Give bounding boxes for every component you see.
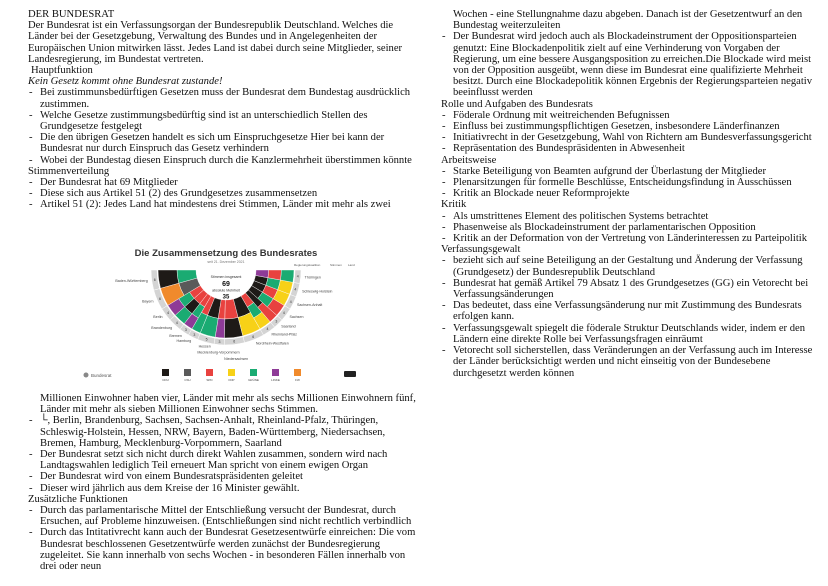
legend-label: FW (295, 378, 300, 382)
total-label: Stimmen insgesamt (210, 275, 242, 279)
left-column-bottom (28, 393, 418, 572)
state-votes: 3 (193, 332, 196, 337)
state-votes: 4 (175, 320, 178, 325)
state-votes: 6 (252, 334, 255, 339)
list-item: - Föderale Ordnung mit weitreichenden Befugnissen (441, 110, 826, 121)
list-item: - Welche Gesetze zustimmungsbedürftig sind ist an unterschiedlich Stellen des Grundgesetze festgelegt (28, 110, 418, 132)
legend-swatch (272, 369, 279, 376)
legend-swatch (184, 369, 191, 376)
state-votes: 4 (282, 311, 285, 316)
state-votes: 6 (158, 296, 161, 301)
state-votes: 4 (167, 311, 170, 316)
state-label: Hamburg (176, 339, 192, 344)
state-label: Saarland (281, 324, 296, 329)
list-item: - Dieser wird jährlich aus dem Kreise der 16 Minister gewählt. (28, 483, 418, 494)
chart-title: Die Zusammensetzung des Bundesrates (134, 248, 318, 259)
document-title: DER BUNDESRAT (28, 9, 115, 20)
list-item: - Der Bundesrat setzt sich nicht durch direkt Wahlen zusammen, sondern wird nach Landtagswahlen lediglich Teil erneuert Man spricht von einem ewigen Organ (28, 449, 418, 471)
legend-swatch (228, 369, 235, 376)
state-label: Bayern (142, 299, 154, 304)
left-column-top (28, 9, 418, 211)
chart-svg (76, 246, 376, 388)
majority-label: absolute Mehrheit (212, 288, 240, 293)
state-votes: 4 (289, 299, 292, 304)
list-item: - Kritik an der Deformation von der Vertretung von Länderinteressen zu Parteipolitik (441, 233, 826, 244)
state-votes: 6 (153, 278, 156, 283)
list-item: - Verfassungsgewalt spiegelt die föderale Struktur Deutschlands wider, indem er den Ländern eine direkte Rolle bei Verfassungsfragen einräumt (441, 323, 826, 345)
source-label: Bundesrat (91, 373, 112, 378)
list-item: - Artikel 51 (2): Jedes Land hat mindestens drei Stimmen, Länder mit mehr als zwei (28, 199, 418, 210)
continuation-text: Millionen Einwohner haben vier, Länder mit mehr als sechs Millionen Einwohnern fünf, Länder mit mehr als sieben Millionen Einwohner sechs Stimmen. (40, 393, 416, 416)
list-item: - Repräsentation des Bundespräsidenten in Abwesenheit (441, 143, 826, 154)
list-item: - Der Bundesrat wird jedoch auch als Blockadeinstrument der Oppositionsparteien genutzt: Eine Blockadenpolitik zielt auf eine Verhinderung von Vorgaben der Regierung, um eine bessere Ausgangsposition zu erreichen.Die Blockade wird meist von der Opposition ausgeübt, wenn diese im Bundesrat eine qualifizierte Mehrheit besitzt. Durch eine Blockadepolitik können Ergebnis der Regierungsparteien negativ beeinflusst werden (441, 31, 826, 98)
legend-label: CSU (184, 378, 191, 382)
state-label: Sachsen (289, 315, 304, 320)
list-item: - Der Bundesrat hat 69 Mitglieder (28, 177, 418, 188)
list-item: - Die den übrigen Gesetzen handelt es sich um Einspruchgesetze Hier bei kann der Bundesrat nur durch Einspruch das Gesetz verhindern (28, 132, 418, 154)
list-item: - Bei zustimmunsbedürftigen Gesetzen muss der Bundesrat dem Bundestag ausdrücklich zustimmen. (28, 87, 418, 109)
bundesrat-logo-icon (84, 373, 89, 378)
heading-stimmenverteilung: Stimmenverteilung (28, 165, 110, 177)
state-votes: 6 (233, 339, 236, 344)
header-coalition: Regierungskoalition (294, 263, 321, 267)
state-label: Baden-Württemberg (115, 278, 148, 283)
list-item: - Wobei der Bundestag diesen Einspruch durch die Kanzlermehrheit überstimmen könnte (28, 155, 418, 166)
state-votes: 4 (266, 327, 269, 332)
list-item: - bezieht sich auf seine Beteiligung an der Gestaltung und Änderung der Verfassung (Grundgesetz) der Bundesrepublik Deutschland (441, 255, 826, 277)
state-label: Nordrhein-Westfalen (255, 341, 289, 346)
legend-label: CDU (162, 378, 169, 382)
list-item: - Plenarsitzungen für formelle Beschlüsse, Entscheidungsfindung in Ausschüssen (441, 177, 826, 188)
state-votes: 3 (218, 339, 221, 344)
heading-hauptfunktion: Hauptfunktion (31, 65, 93, 77)
legend-label: FDP (228, 378, 235, 382)
header-votes: Stimmen (330, 263, 342, 267)
header-state: Land (348, 263, 355, 267)
list-item: - Bundesrat hat gemäß Artikel 79 Absatz 1 des Grundgesetzes (GG) ein Vetorecht bei Verfassungsänderungen (441, 278, 826, 300)
section-heading: Rolle und Aufgaben des Bundesrats (441, 98, 593, 110)
bundesrat-composition-chart (76, 246, 376, 388)
state-label: Hessen (198, 344, 211, 349)
state-label: Mecklenburg-Vorpommern (197, 350, 240, 355)
list-item: - Initiativrecht in der Gesetzgebung, Wahl von Richtern am Bundesverfassungsgericht (441, 132, 826, 143)
heading-zusatz: Zusätzliche Funktionen (28, 493, 128, 505)
legend-label: GRÜNE (248, 378, 259, 382)
right-column (441, 9, 826, 379)
state-votes: 5 (205, 337, 208, 342)
legend-swatch (250, 369, 257, 376)
list-item: - Der Bundesrat wird von einem Bundesratspräsidenten geleitet (28, 471, 418, 482)
motto: Kein Gesetz kommt ohne Bundesrat zustande! (28, 76, 223, 88)
intro-paragraph: Der Bundesrat ist ein Verfassungsorgan der Bundesrepublik Deutschland. Welches die Länder bei der Gesetzgebung, Verwaltung des Bundes und in Angelegenheiten der Europäischen Union mitwirken lässt. Jedes Land ist dabei durch seine Mitglieder, seiner Landesregierung, im Bundestat vertreten. (28, 20, 403, 65)
state-label: Brandenburg (151, 325, 173, 330)
list-item: - Diese sich aus Artikel 51 (2) des Grundgesetzes zusammensetzen (28, 188, 418, 199)
state-label: Niedersachsen (224, 357, 249, 362)
list-item: - Als umstrittenes Element des politischen Systems betrachtet (441, 211, 826, 222)
state-votes: 3 (184, 327, 187, 332)
state-label: Thüringen (304, 275, 321, 280)
chart-subtitle: seit 21. Dezember 2021 (207, 260, 245, 264)
state-label: Berlin (153, 315, 163, 320)
list-item: - Das bedeutet, dass eine Verfassungsänderung nur mit Zustimmung des Bundesrats erfolgen kann. (441, 300, 826, 322)
list-item: - Durch das Intitativrecht kann auch der Bundesrat Gesetzesentwürfe einreichen: Die vom Bundesrat beschlossenen Gesetzentwürfe werden zunächst der Bundesregierung zugeleitet. Sie kann innerhalb von sechs Wochen - in besonderen Fällen innerhalb von drei oder neun (28, 527, 418, 572)
legend-label: LINKE (271, 378, 280, 382)
majority-value: 35 (222, 294, 230, 301)
section-heading: Verfassungsgewalt (441, 244, 521, 256)
state-votes: 4 (296, 274, 299, 279)
list-item: - Einfluss bei zustimmungspflichtigen Gesetzen, insbesondere Länderfinanzen (441, 121, 826, 132)
list-item: - └, Berlin, Brandenburg, Sachsen, Sachsen-Anhalt, Rheinland-Pfalz, Thüringen, Schleswig-Holstein, Hessen, NRW, Bayern, Baden-Württemberg, Niedersachsen, Bremen, Hamburg, Mecklenburg-Vorpommern, Saarland (28, 415, 418, 449)
list-item: - Starke Beteiligung von Beamten aufgrund der Überlastung der Mitglieder (441, 166, 826, 177)
continuation-text: Wochen - eine Stellungnahme dazu abgeben. Danach ist der Gesetzentwurf an den Bundestag weiterzuleiten (453, 9, 803, 32)
state-votes: 4 (294, 287, 297, 292)
section-heading: Arbeitsweise (441, 154, 497, 166)
state-label: Sachsen-Anhalt (296, 302, 323, 307)
legend-swatch (206, 369, 213, 376)
legend-swatch (294, 369, 301, 376)
total-value: 69 (222, 281, 230, 288)
state-label: Schleswig-Holstein (302, 289, 333, 294)
legend-swatch (162, 369, 169, 376)
section-heading: Kritik (441, 199, 467, 211)
list-item: - Vetorecht soll sicherstellen, dass Veränderungen an der Verfassung auch im Interesse der Länder berücksichtigt werden und nicht einseitig von der Bundesebene durchgesetzt werden können (441, 345, 826, 379)
state-votes: 3 (275, 319, 278, 324)
list-item: - Durch das parlamentarische Mittel der Entschließung versucht der Bundesrat, durch Ersuchen, auf Probleme hinzuweisen. (Entschließungen sind nicht rechtlich verbindlich (28, 505, 418, 527)
state-label: Bremen (169, 333, 182, 338)
seat-segment (280, 270, 294, 282)
list-item: - Phasenweise als Blockadeinstrument der parlamentarischen Opposition (441, 222, 826, 233)
cc-license-icon (344, 371, 356, 377)
legend-label: SPD (206, 378, 213, 382)
state-label: Rheinland-Pfalz (271, 332, 297, 337)
list-item: - Kritik an Blockade neuer Reformprojekte (441, 188, 826, 199)
